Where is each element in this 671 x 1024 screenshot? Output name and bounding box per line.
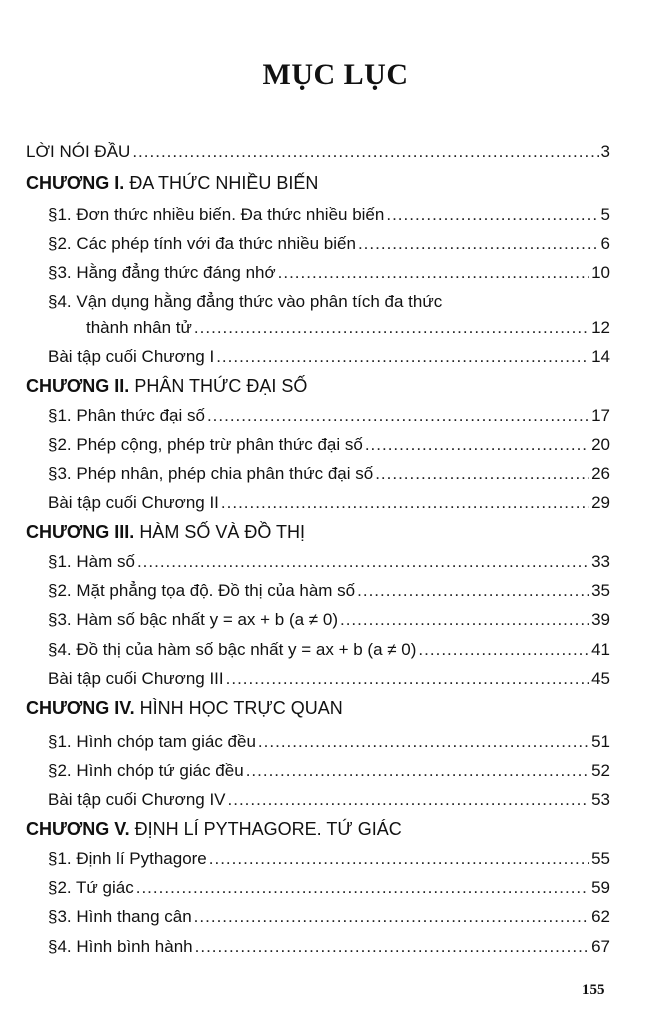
toc-entry-label: §2. Phép cộng, phép trừ phân thức đại số	[48, 435, 363, 454]
dot-leader	[246, 760, 589, 782]
chapter-number: CHƯƠNG III.	[26, 522, 135, 542]
toc-page-number: 35	[591, 581, 610, 600]
toc-entry-label: §2. Các phép tính với đa thức nhiều biến	[48, 234, 356, 253]
toc-page-number: 33	[591, 552, 610, 571]
toc-entry-label: thành nhân tử	[86, 318, 192, 337]
dot-leader	[375, 463, 589, 485]
chapter-heading-5[interactable]	[26, 818, 402, 840]
dot-leader	[226, 668, 589, 690]
toc-page-number: 41	[591, 640, 610, 659]
dot-leader	[137, 551, 589, 573]
dot-leader	[228, 789, 590, 811]
toc-page-number: 29	[591, 493, 610, 512]
toc-entry[interactable]	[48, 262, 610, 284]
dot-leader	[278, 262, 589, 284]
toc-entry-label: §3. Hằng đẳng thức đáng nhớ	[48, 263, 276, 282]
toc-entry[interactable]	[48, 609, 610, 631]
toc-entry[interactable]	[48, 906, 610, 928]
chapter-number: CHƯƠNG IV.	[26, 698, 135, 718]
toc-entry[interactable]	[86, 317, 610, 339]
dot-leader	[216, 346, 589, 368]
toc-page-number: 14	[591, 347, 610, 366]
toc-entry-label: Bài tập cuối Chương IV	[48, 790, 226, 809]
toc-page-number: 39	[591, 610, 610, 629]
toc-entry[interactable]	[48, 434, 610, 456]
toc-page-number: 55	[591, 849, 610, 868]
toc-entry[interactable]	[48, 551, 610, 573]
toc-entry[interactable]	[48, 731, 610, 753]
dot-leader	[136, 877, 589, 899]
dot-leader	[207, 405, 589, 427]
dot-leader	[340, 609, 589, 631]
toc-entry-label: §2. Hình chóp tứ giác đều	[48, 761, 244, 780]
toc-page-number: 52	[591, 761, 610, 780]
toc-entry-label: §1. Phân thức đại số	[48, 406, 205, 425]
toc-page-number: 6	[600, 234, 610, 253]
toc-page-number: 17	[591, 406, 610, 425]
toc-entry-label: §1. Hàm số	[48, 552, 135, 571]
toc-page-number: 3	[600, 142, 610, 161]
toc-page-number: 59	[591, 878, 610, 897]
toc-entry[interactable]	[48, 233, 610, 255]
dot-leader	[386, 204, 598, 226]
toc-entry-label: §2. Mặt phẳng tọa độ. Đồ thị của hàm số	[48, 581, 356, 600]
chapter-name: HÌNH HỌC TRỰC QUAN	[139, 698, 343, 718]
chapter-name: PHÂN THỨC ĐẠI SỐ	[134, 376, 308, 396]
dot-leader	[209, 848, 589, 870]
toc-page-number: 67	[591, 937, 610, 956]
toc-entry-label: §2. Tứ giác	[48, 878, 134, 897]
toc-entry-label: Bài tập cuối Chương III	[48, 669, 224, 688]
chapter-heading-2[interactable]	[26, 375, 307, 397]
toc-entry[interactable]	[48, 877, 610, 899]
chapter-name: HÀM SỐ VÀ ĐỒ THỊ	[139, 522, 306, 542]
toc-entry-label: §4. Đồ thị của hàm số bậc nhất y = ax + b (a ≠ 0)	[48, 640, 417, 659]
toc-entry-label: §4. Hình bình hành	[48, 937, 193, 956]
dot-leader	[194, 317, 589, 339]
toc-entry-label: §3. Hình thang cân	[48, 907, 192, 926]
chapter-name: ĐỊNH LÍ PYTHAGORE. TỨ GIÁC	[134, 819, 402, 839]
toc-entry-label: §1. Định lí Pythagore	[48, 849, 207, 868]
toc-entry[interactable]	[48, 204, 610, 226]
dot-leader	[258, 731, 589, 753]
toc-entry[interactable]	[48, 492, 610, 514]
dot-leader	[194, 906, 589, 928]
toc-entry[interactable]	[48, 580, 610, 602]
toc-entry-preface[interactable]	[26, 141, 610, 163]
toc-entry-label: §1. Đơn thức nhiều biến. Đa thức nhiều biến	[48, 205, 385, 224]
chapter-number: CHƯƠNG I.	[26, 173, 125, 193]
toc-entry-label-line1[interactable]: §4. Vận dụng hằng đẳng thức vào phân tích đa thức	[48, 292, 443, 311]
toc-page-number: 62	[591, 907, 610, 926]
page-number-footer: 155	[582, 982, 605, 998]
toc-entry-label: LỜI NÓI ĐẦU	[26, 142, 131, 161]
toc-entry[interactable]	[48, 668, 610, 690]
toc-entry[interactable]	[48, 848, 610, 870]
chapter-number: CHƯƠNG II.	[26, 376, 130, 396]
chapter-heading-4[interactable]	[26, 697, 343, 719]
toc-entry[interactable]	[48, 789, 610, 811]
chapter-heading-3[interactable]	[26, 521, 305, 543]
dot-leader	[195, 936, 589, 958]
chapter-name: ĐA THỨC NHIỀU BIẾN	[129, 173, 319, 193]
toc-entry[interactable]	[48, 639, 610, 661]
toc-page-number: 20	[591, 435, 610, 454]
dot-leader	[418, 639, 589, 661]
dot-leader	[357, 580, 589, 602]
toc-entry[interactable]	[48, 463, 610, 485]
dot-leader	[221, 492, 589, 514]
dot-leader	[132, 141, 598, 163]
toc-page-number: 51	[591, 732, 610, 751]
toc-entry-label: §3. Hàm số bậc nhất y = ax + b (a ≠ 0)	[48, 610, 338, 629]
chapter-heading-1[interactable]	[26, 172, 318, 194]
toc-page-number: 5	[600, 205, 610, 224]
toc-entry[interactable]	[48, 346, 610, 368]
toc-entry[interactable]	[48, 760, 610, 782]
toc-page-number: 12	[591, 318, 610, 337]
dot-leader	[365, 434, 589, 456]
toc-entry-label: Bài tập cuối Chương II	[48, 493, 219, 512]
toc-entry-label: §3. Phép nhân, phép chia phân thức đại số	[48, 464, 374, 483]
toc-entry[interactable]	[48, 405, 610, 427]
toc-page-number: 53	[591, 790, 610, 809]
dot-leader	[358, 233, 599, 255]
toc-entry-label: §1. Hình chóp tam giác đều	[48, 732, 256, 751]
toc-page-number: 10	[591, 263, 610, 282]
chapter-number: CHƯƠNG V.	[26, 819, 130, 839]
toc-entry[interactable]	[48, 936, 610, 958]
toc-entry-label: Bài tập cuối Chương I	[48, 347, 215, 366]
toc-page-number: 26	[591, 464, 610, 483]
toc-page-number: 45	[591, 669, 610, 688]
page-title: MỤC LỤC	[262, 58, 409, 91]
